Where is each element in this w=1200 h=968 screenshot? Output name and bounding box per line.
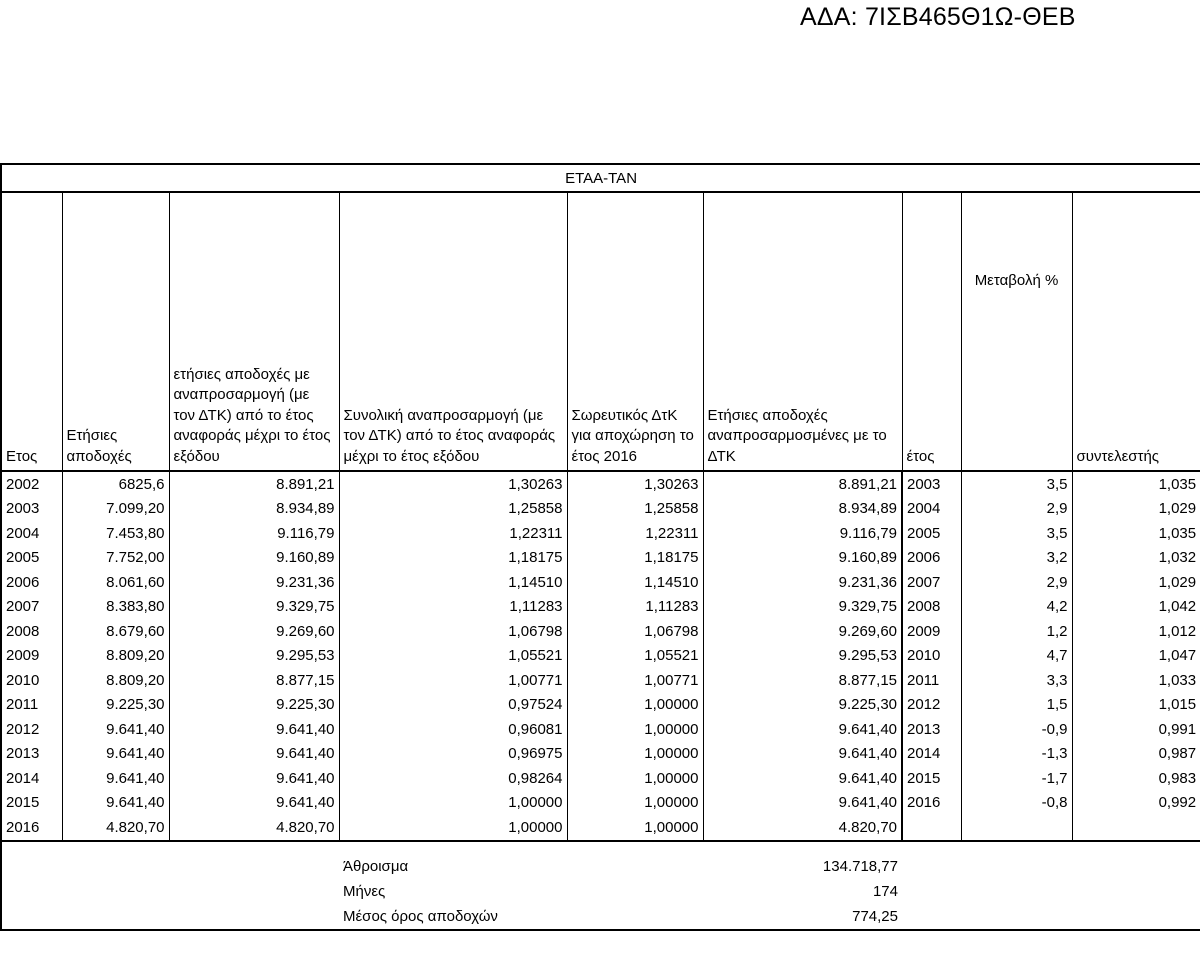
coefficient-cell: 1,047	[1072, 644, 1200, 669]
cumulative-dtk-cell: 1,25858	[567, 497, 703, 522]
summary-row	[1, 880, 1200, 905]
year2-cell: 2016	[902, 791, 961, 816]
coefficient-cell: 1,012	[1072, 619, 1200, 644]
cumulative-dtk-cell: 1,22311	[567, 521, 703, 546]
adjusted-earnings-cell: 9.641,40	[169, 766, 339, 791]
adjusted-by-dtk-cell: 8.891,21	[703, 471, 902, 497]
year2-cell: 2015	[902, 766, 961, 791]
adjusted-by-dtk-cell: 9.641,40	[703, 791, 902, 816]
year-cell: 2010	[1, 668, 62, 693]
year-cell: 2012	[1, 717, 62, 742]
year2-cell: 2008	[902, 595, 961, 620]
adjusted-by-dtk-cell: 9.269,60	[703, 619, 902, 644]
table-row	[1, 497, 1200, 522]
total-adjustment-cell: 1,30263	[339, 471, 567, 497]
col-header-adjusted-by-dtk: Ετήσιες αποδοχές αναπροσαρμοσμένες με το ΔΤΚ	[703, 192, 902, 471]
table-row	[1, 644, 1200, 669]
annual-earnings-cell: 9.641,40	[62, 717, 169, 742]
cumulative-dtk-cell: 1,00000	[567, 791, 703, 816]
adjusted-by-dtk-cell: 9.295,53	[703, 644, 902, 669]
change-cell: 4,7	[961, 644, 1072, 669]
year-cell: 2004	[1, 521, 62, 546]
year2-cell: 2009	[902, 619, 961, 644]
total-adjustment-cell: 1,00000	[339, 791, 567, 816]
header-row	[1, 192, 1200, 471]
change-cell: -0,9	[961, 717, 1072, 742]
coefficient-cell: 0,987	[1072, 742, 1200, 767]
year2-cell: 2007	[902, 570, 961, 595]
coefficient-cell: 1,032	[1072, 546, 1200, 571]
summary-spacer	[1, 880, 339, 905]
year2-cell: 2010	[902, 644, 961, 669]
adjusted-by-dtk-cell: 8.934,89	[703, 497, 902, 522]
adjusted-by-dtk-cell: 9.641,40	[703, 717, 902, 742]
total-adjustment-cell: 0,98264	[339, 766, 567, 791]
year2-cell: 2012	[902, 693, 961, 718]
table-row	[1, 546, 1200, 571]
year2-cell: 2013	[902, 717, 961, 742]
table-row	[1, 791, 1200, 816]
change-cell: 2,9	[961, 570, 1072, 595]
table-row	[1, 521, 1200, 546]
year-cell: 2009	[1, 644, 62, 669]
year2-cell: 2005	[902, 521, 961, 546]
adjusted-earnings-cell: 9.295,53	[169, 644, 339, 669]
cumulative-dtk-cell: 1,00000	[567, 815, 703, 841]
col-header-year: Ετος	[1, 192, 62, 471]
col-header-annual-earnings: Ετήσιες αποδοχές	[62, 192, 169, 471]
annual-earnings-cell: 8.809,20	[62, 644, 169, 669]
summary-label: Μήνες	[343, 883, 386, 901]
coefficient-cell: 0,983	[1072, 766, 1200, 791]
annual-earnings-cell: 9.641,40	[62, 766, 169, 791]
total-adjustment-cell: 1,14510	[339, 570, 567, 595]
adjusted-earnings-cell: 9.225,30	[169, 693, 339, 718]
annual-earnings-cell: 9.225,30	[62, 693, 169, 718]
col-header-cumulative-dtk: Σωρευτικός ΔτΚ για αποχώρηση το έτος 2016	[567, 192, 703, 471]
table-row	[1, 595, 1200, 620]
adjusted-earnings-cell: 9.641,40	[169, 791, 339, 816]
table-row	[1, 619, 1200, 644]
summary-spacer	[902, 904, 1200, 930]
coefficient-cell: 1,035	[1072, 521, 1200, 546]
cumulative-dtk-cell: 1,00771	[567, 668, 703, 693]
total-adjustment-cell: 1,00771	[339, 668, 567, 693]
total-adjustment-cell: 0,96975	[339, 742, 567, 767]
adjusted-earnings-cell: 9.269,60	[169, 619, 339, 644]
year2-cell	[902, 815, 961, 841]
year2-cell: 2014	[902, 742, 961, 767]
summary-label: Άθροισμα	[343, 858, 409, 875]
total-adjustment-cell: 1,22311	[339, 521, 567, 546]
change-cell: 1,2	[961, 619, 1072, 644]
document-ada-code: ΑΔΑ: 7ΙΣΒ465Θ1Ω-ΘΕΒ	[800, 3, 1076, 31]
annual-earnings-cell: 6825,6	[62, 471, 169, 497]
change-cell: 3,3	[961, 668, 1072, 693]
total-adjustment-cell: 1,06798	[339, 619, 567, 644]
adjusted-by-dtk-cell: 9.225,30	[703, 693, 902, 718]
cumulative-dtk-cell: 1,00000	[567, 717, 703, 742]
table-title: ΕΤΑΑ-ΤΑΝ	[1, 164, 1200, 192]
summary-row	[1, 841, 1200, 880]
year2-cell: 2004	[902, 497, 961, 522]
earnings-table	[0, 163, 1200, 931]
table-row	[1, 471, 1200, 497]
change-cell: 1,5	[961, 693, 1072, 718]
change-cell: 3,5	[961, 471, 1072, 497]
table-row	[1, 742, 1200, 767]
summary-value: 774,25	[703, 904, 902, 930]
adjusted-by-dtk-cell: 4.820,70	[703, 815, 902, 841]
annual-earnings-cell: 8.383,80	[62, 595, 169, 620]
year-cell: 2006	[1, 570, 62, 595]
change-cell: 3,2	[961, 546, 1072, 571]
summary-value: 134.718,77	[822, 858, 898, 875]
col-header-change: Μεταβολή %	[961, 192, 1072, 471]
total-adjustment-cell: 0,96081	[339, 717, 567, 742]
table-row	[1, 693, 1200, 718]
total-adjustment-cell: 1,05521	[339, 644, 567, 669]
coefficient-cell: 1,033	[1072, 668, 1200, 693]
adjusted-by-dtk-cell: 9.641,40	[703, 742, 902, 767]
table-row	[1, 570, 1200, 595]
summary-spacer	[902, 841, 1200, 880]
cumulative-dtk-cell: 1,06798	[567, 619, 703, 644]
table-row	[1, 815, 1200, 841]
adjusted-by-dtk-cell: 9.160,89	[703, 546, 902, 571]
year-cell: 2014	[1, 766, 62, 791]
cumulative-dtk-cell: 1,00000	[567, 742, 703, 767]
cumulative-dtk-cell: 1,18175	[567, 546, 703, 571]
annual-earnings-cell: 7.752,00	[62, 546, 169, 571]
change-cell: -1,7	[961, 766, 1072, 791]
adjusted-earnings-cell: 8.934,89	[169, 497, 339, 522]
year2-cell: 2011	[902, 668, 961, 693]
total-adjustment-cell: 0,97524	[339, 693, 567, 718]
total-adjustment-cell: 1,18175	[339, 546, 567, 571]
table-row	[1, 668, 1200, 693]
adjusted-by-dtk-cell: 9.641,40	[703, 766, 902, 791]
adjusted-by-dtk-cell: 9.116,79	[703, 521, 902, 546]
coefficient-cell	[1072, 815, 1200, 841]
col-header-total-adjustment: Συνολική αναπροσαρμογή (με τον ΔΤΚ) από το έτος αναφοράς μέχρι το έτος εξόδου	[339, 192, 567, 471]
year-cell: 2008	[1, 619, 62, 644]
adjusted-earnings-cell: 9.641,40	[169, 717, 339, 742]
col-header-coefficient: συντελεστής	[1072, 192, 1200, 471]
coefficient-cell: 0,992	[1072, 791, 1200, 816]
coefficient-cell: 1,035	[1072, 471, 1200, 497]
change-cell: 2,9	[961, 497, 1072, 522]
year-cell: 2011	[1, 693, 62, 718]
year2-cell: 2006	[902, 546, 961, 571]
change-cell: -1,3	[961, 742, 1072, 767]
adjusted-earnings-cell: 9.231,36	[169, 570, 339, 595]
coefficient-cell: 1,029	[1072, 570, 1200, 595]
adjusted-earnings-cell: 8.891,21	[169, 471, 339, 497]
total-adjustment-cell: 1,25858	[339, 497, 567, 522]
year-cell: 2015	[1, 791, 62, 816]
coefficient-cell: 0,991	[1072, 717, 1200, 742]
adjusted-earnings-cell: 4.820,70	[169, 815, 339, 841]
change-cell: 3,5	[961, 521, 1072, 546]
cumulative-dtk-cell: 1,11283	[567, 595, 703, 620]
year-cell: 2005	[1, 546, 62, 571]
table-row	[1, 766, 1200, 791]
coefficient-cell: 1,015	[1072, 693, 1200, 718]
year-cell: 2016	[1, 815, 62, 841]
cumulative-dtk-cell: 1,30263	[567, 471, 703, 497]
adjusted-earnings-cell: 9.160,89	[169, 546, 339, 571]
annual-earnings-cell: 8.061,60	[62, 570, 169, 595]
cumulative-dtk-cell: 1,00000	[567, 766, 703, 791]
col-header-adjusted-earnings: ετήσιες αποδοχές με αναπροσαρμογή (με τον ΔΤΚ) από το έτος αναφοράς μέχρι το έτος εξόδου	[169, 192, 339, 471]
summary-spacer	[902, 880, 1200, 905]
adjusted-earnings-cell: 8.877,15	[169, 668, 339, 693]
coefficient-cell: 1,029	[1072, 497, 1200, 522]
adjusted-earnings-cell: 9.329,75	[169, 595, 339, 620]
summary-label: Μέσος όρος αποδοχών	[339, 904, 703, 930]
annual-earnings-cell: 8.679,60	[62, 619, 169, 644]
change-cell	[961, 815, 1072, 841]
adjusted-by-dtk-cell: 8.877,15	[703, 668, 902, 693]
year-cell: 2003	[1, 497, 62, 522]
adjusted-earnings-cell: 9.116,79	[169, 521, 339, 546]
total-adjustment-cell: 1,00000	[339, 815, 567, 841]
annual-earnings-cell: 8.809,20	[62, 668, 169, 693]
year2-cell: 2003	[902, 471, 961, 497]
annual-earnings-cell: 7.099,20	[62, 497, 169, 522]
annual-earnings-cell: 4.820,70	[62, 815, 169, 841]
coefficient-cell: 1,042	[1072, 595, 1200, 620]
cumulative-dtk-cell: 1,00000	[567, 693, 703, 718]
table-row	[1, 717, 1200, 742]
summary-row	[1, 904, 1200, 930]
summary-spacer	[1, 841, 339, 880]
change-cell: 4,2	[961, 595, 1072, 620]
year-cell: 2013	[1, 742, 62, 767]
cumulative-dtk-cell: 1,05521	[567, 644, 703, 669]
annual-earnings-cell: 7.453,80	[62, 521, 169, 546]
annual-earnings-cell: 9.641,40	[62, 791, 169, 816]
adjusted-by-dtk-cell: 9.231,36	[703, 570, 902, 595]
adjusted-earnings-cell: 9.641,40	[169, 742, 339, 767]
cumulative-dtk-cell: 1,14510	[567, 570, 703, 595]
change-cell: -0,8	[961, 791, 1072, 816]
year-cell: 2002	[1, 471, 62, 497]
col-header-year2: έτος	[902, 192, 961, 471]
summary-spacer	[1, 904, 339, 930]
annual-earnings-cell: 9.641,40	[62, 742, 169, 767]
year-cell: 2007	[1, 595, 62, 620]
adjusted-by-dtk-cell: 9.329,75	[703, 595, 902, 620]
summary-value: 174	[872, 883, 898, 901]
total-adjustment-cell: 1,11283	[339, 595, 567, 620]
